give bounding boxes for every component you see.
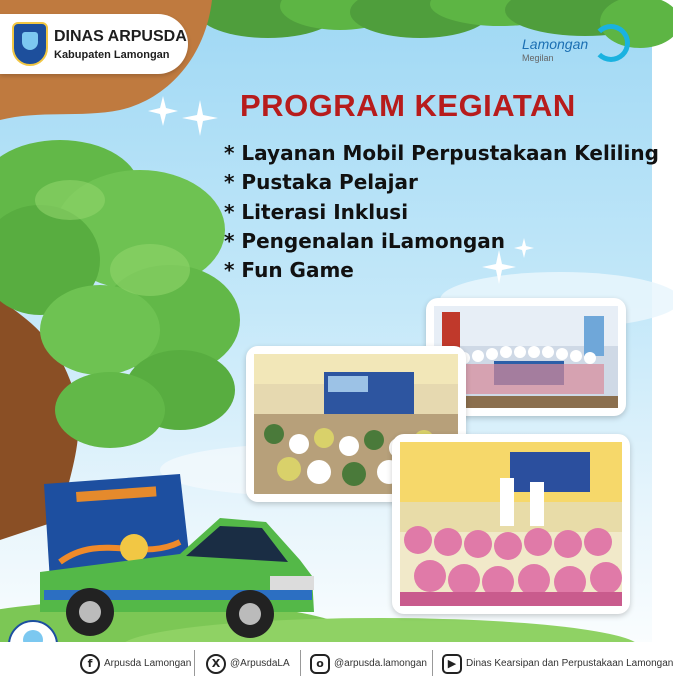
page-title: PROGRAM KEGIATAN: [240, 88, 576, 123]
x-icon[interactable]: X: [206, 654, 226, 674]
activity-photo: [392, 434, 630, 614]
instagram-handle[interactable]: @arpusda.lamongan: [334, 658, 427, 669]
x-handle[interactable]: @ArpusdaLA: [230, 658, 290, 669]
footer-divider: [300, 650, 301, 676]
brand-tagline: Megilan: [522, 53, 554, 63]
program-item: * Pustaka Pelajar: [224, 170, 418, 194]
org-name: DINAS ARPUSDA: [54, 28, 187, 45]
sparkle-icon: [148, 96, 178, 126]
sparkle-icon: [182, 100, 218, 136]
footer-divider: [194, 650, 195, 676]
youtube-channel[interactable]: Dinas Kearsipan dan Perpustakaan Lamongan: [466, 658, 673, 669]
footer-divider: [432, 650, 433, 676]
program-item: * Pengenalan iLamongan: [224, 229, 506, 253]
youtube-icon[interactable]: ▶: [442, 654, 462, 674]
program-item: * Layanan Mobil Perpustakaan Keliling: [224, 141, 659, 165]
org-emblem-icon: [12, 22, 48, 66]
facebook-handle[interactable]: Arpusda Lamongan: [104, 658, 192, 669]
mobile-library-vehicle: [30, 472, 320, 642]
org-subtitle: Kabupaten Lamongan: [54, 49, 170, 61]
instagram-icon[interactable]: o: [310, 654, 330, 674]
sparkle-icon: [514, 238, 534, 258]
sparkle-icon: [482, 250, 516, 284]
program-item: * Literasi Inklusi: [224, 200, 409, 224]
facebook-icon[interactable]: f: [80, 654, 100, 674]
brand-swirl-icon: [592, 24, 630, 62]
brand-logo-text: Lamongan: [522, 36, 589, 52]
program-item: * Fun Game: [224, 258, 354, 282]
